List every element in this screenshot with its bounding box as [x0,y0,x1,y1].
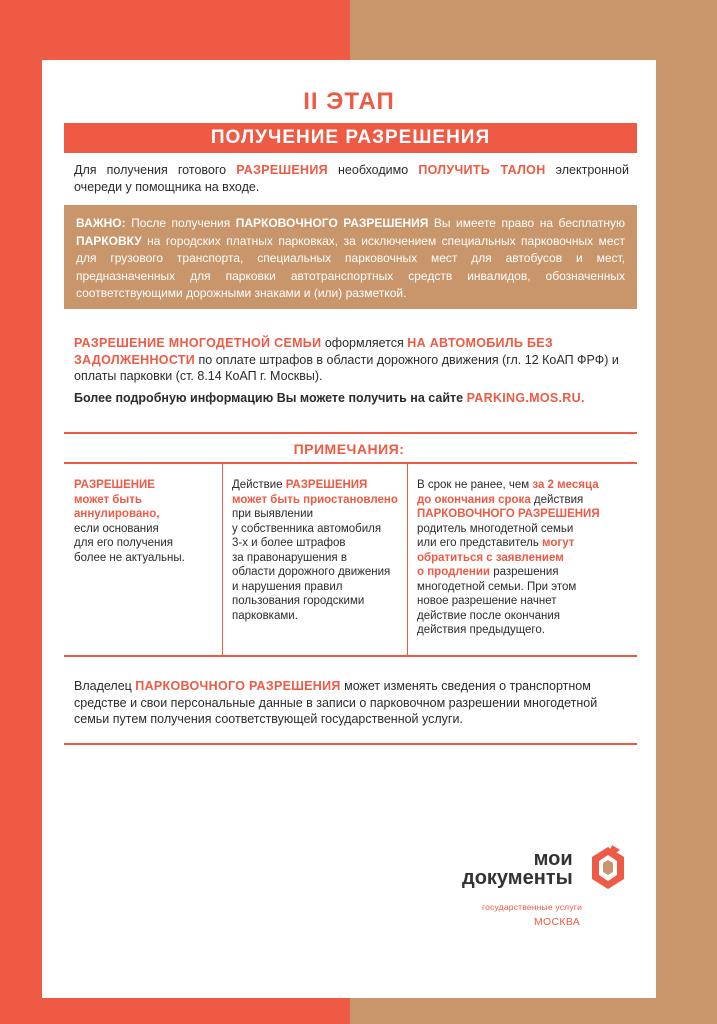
notes-divider-mid [64,462,637,464]
column-divider [407,463,408,655]
moi-dokumenty-logo-icon [590,845,626,891]
logo-subtitle: государственные услуги [482,902,583,912]
family-permit-paragraph: РАЗРЕШЕНИЕ МНОГОДЕТНОЙ СЕМЬИ оформляется НА АВТОМОБИЛЬ БЕЗ ЗАДОЛЖЕННОСТИ по оплате штрафов в области дорожного движения (гл. 12 КоАП ФРФ) и оплаты парковки (ст. 8.14 КоАП г. Москвы). [74,336,619,383]
owner-paragraph: Владелец ПАРКОВОЧНОГО РАЗРЕШЕНИЯ может изменять сведения о транспортном средстве и свои персональные данные в записи о парковочном разрешении многодетной семьи путем получения соответствующей государственной услуги. [74,679,598,726]
bottom-divider [64,743,637,745]
note-annulment: РАЗРЕШЕНИЕ может быть аннулировано, если основания для его получения более не актуальны. [74,479,185,564]
important-label: ВАЖНО: [76,216,126,230]
website-info: Более подробную информацию Вы можете получить на сайте PARKING.MOS.RU. [74,391,585,405]
important-box: ВАЖНО: После получения ПАРКОВОЧНОГО РАЗРЕШЕНИЯ Вы имеете право на бесплатную ПАРКОВКУ на городских платных парковках, за исключением специальных парковочных мест для грузового транспорта, специальных парковочных мест для автобусов и мест, предназначенных для парковки автотранспортных средств инвалидов, обозначенных соответствующими дорожными знаками и (или) разметкой. [64,205,637,309]
notes-title: ПРИМЕЧАНИЯ: [293,441,405,457]
stage-heading: II ЭТАП [303,88,395,115]
notes-divider-top [64,432,637,434]
note-extension: В срок не ранее, чем за 2 месяца до окончания срока действия ПАРКОВОЧНОГО РАЗРЕШЕНИЯ родитель многодетной семьи или его представитель могут обратиться с заявлением о продлении разрешения многодетной семьи. При этом новое разрешение начнет действие после окончания действия предыдущего. [417,479,600,636]
logo-city: МОСКВА [534,916,581,928]
leaflet-page [42,60,656,998]
column-divider [222,463,223,655]
title-bar: ПОЛУЧЕНИЕ РАЗРЕШЕНИЯ [64,123,637,153]
note-suspension: Действие РАЗРЕШЕНИЯ может быть приостановлено при выявлении у собственника автомобиля 3-х и более штрафов за правонарушения в области дорожного движения и нарушения правил пользования городскими парковками. [232,479,398,622]
intro-paragraph: Для получения готового РАЗРЕШЕНИЯ необходимо ПОЛУЧИТЬ ТАЛОН электронной очереди у помощника на входе. [74,163,629,194]
notes-divider-bottom [64,655,637,657]
logo-wordmark: мои документы [462,848,573,889]
website-link[interactable]: PARKING.MOS.RU. [466,391,585,405]
